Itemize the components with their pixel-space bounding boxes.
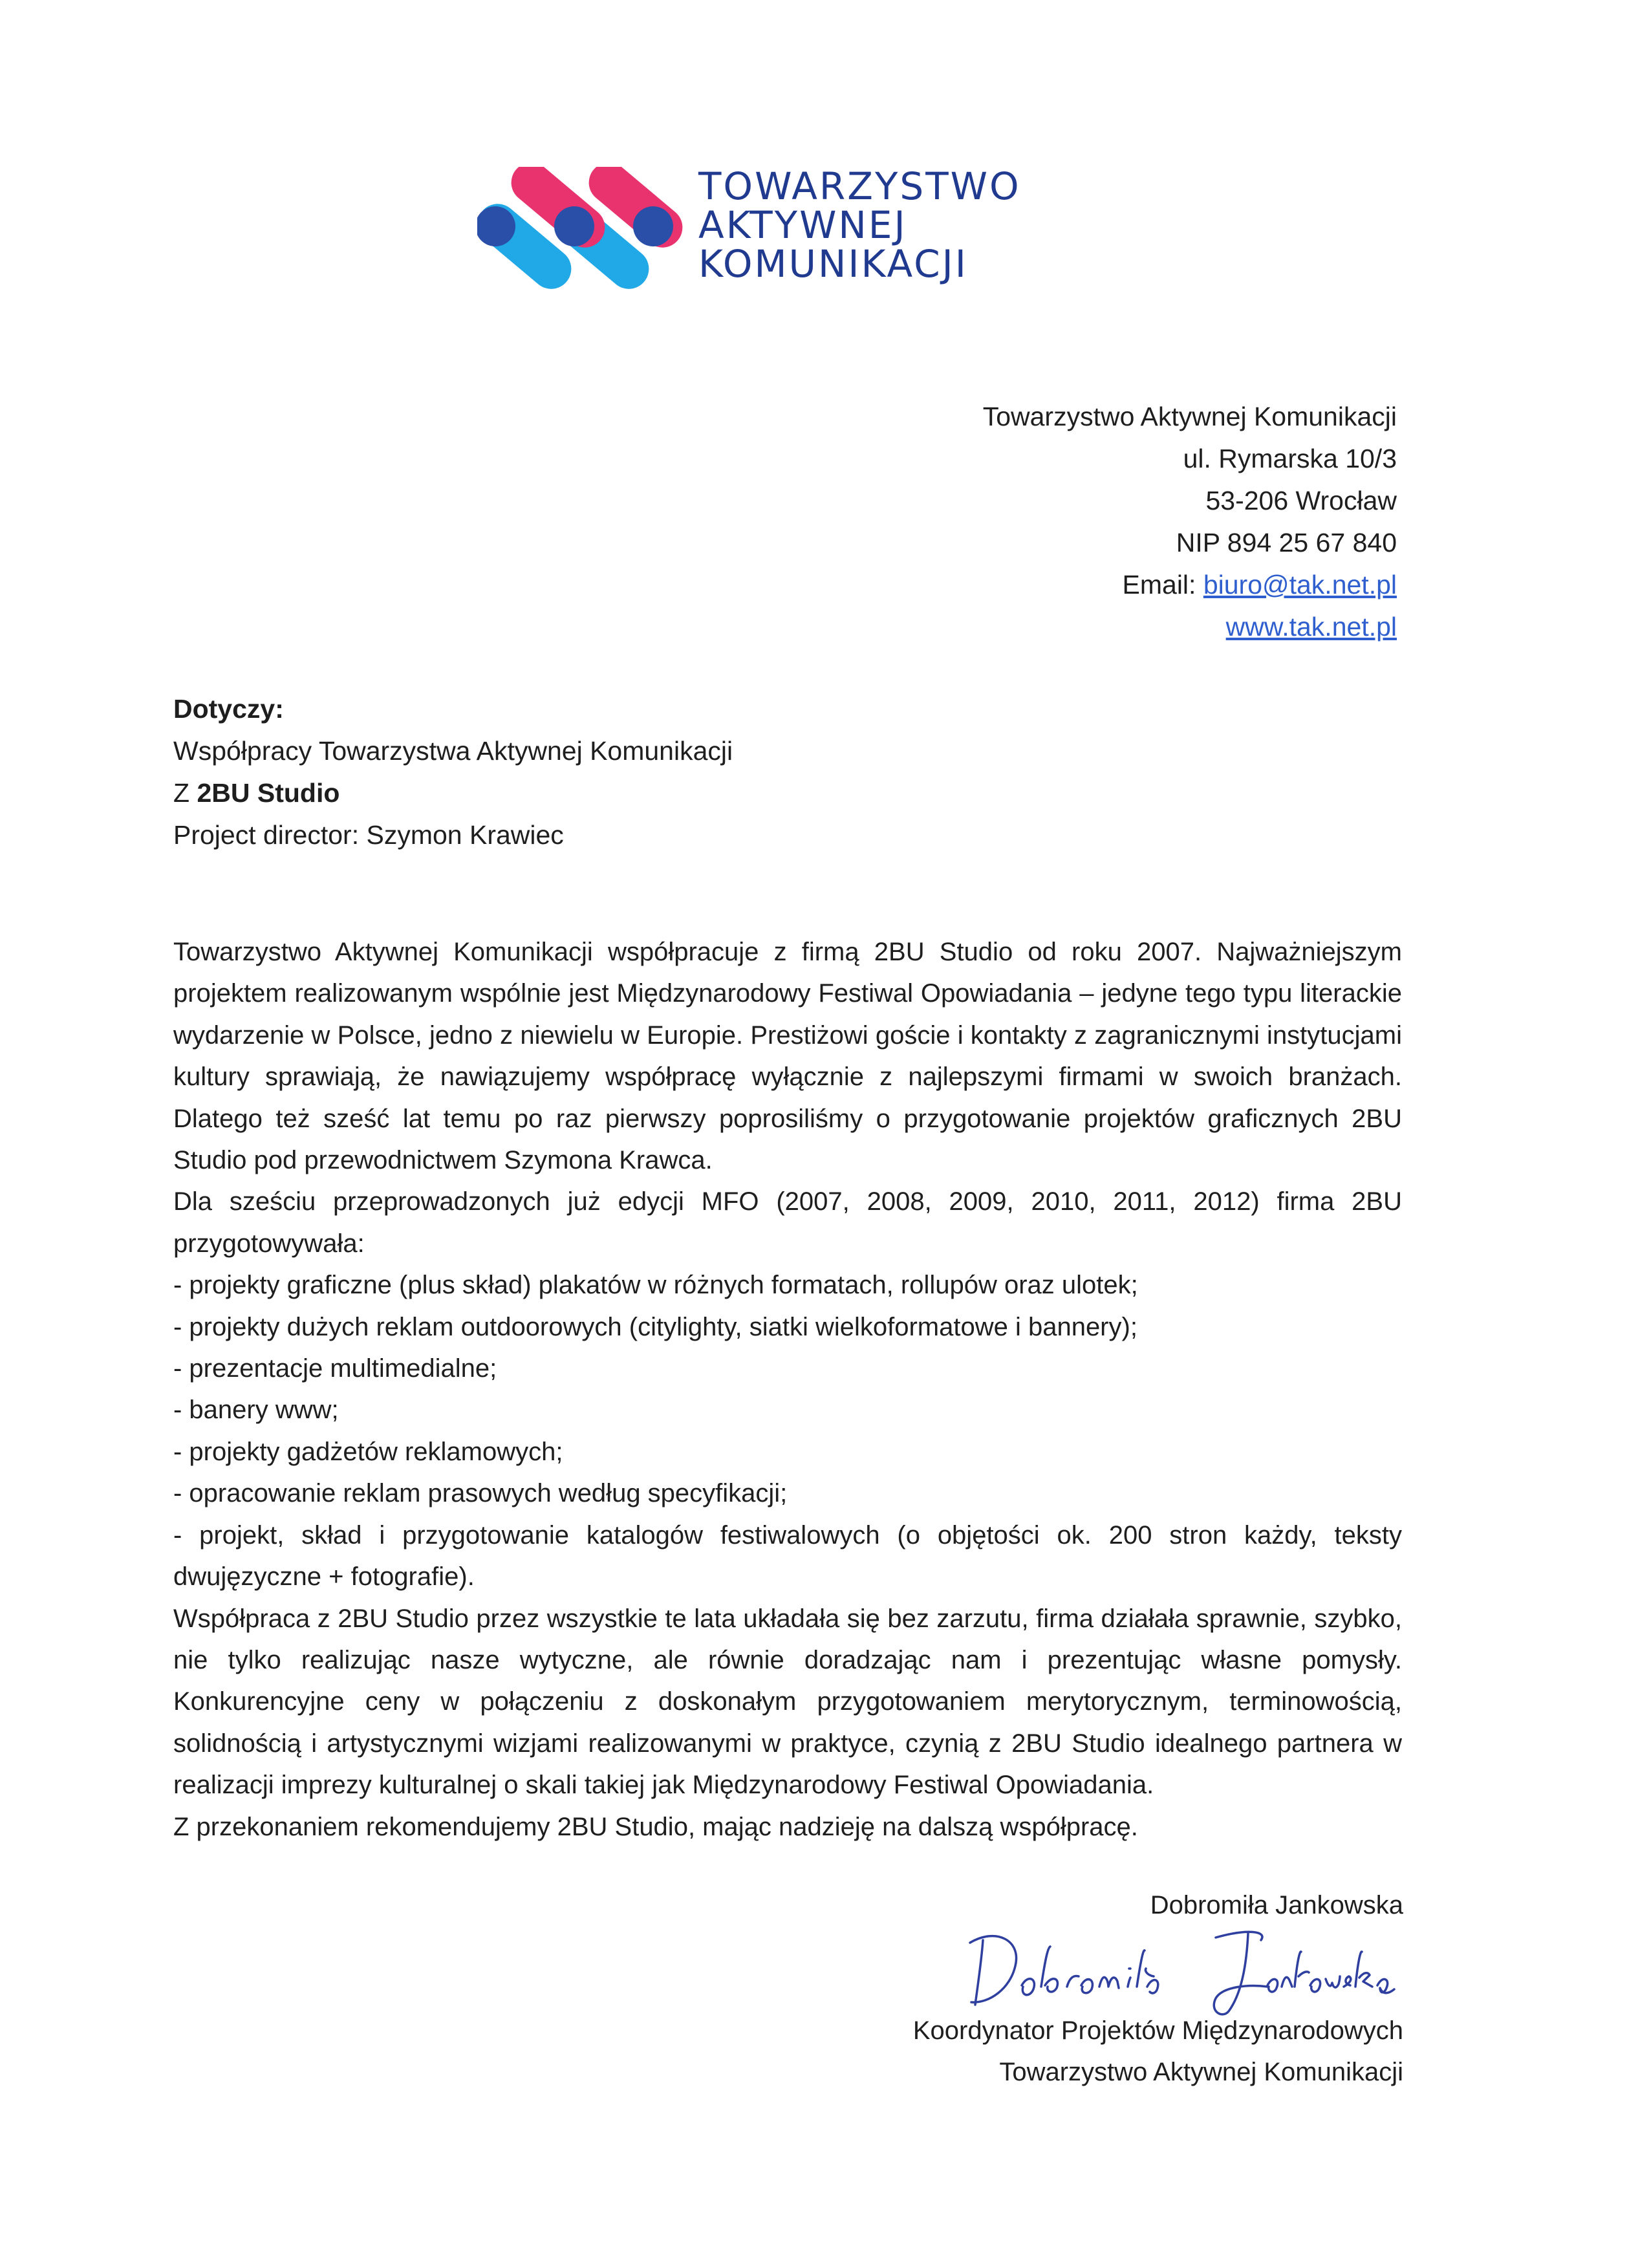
subject-heading: Dotyczy: [173, 694, 284, 724]
logo-navy-dots [477, 206, 673, 246]
logo-line: KOMUNIKACJI [698, 242, 968, 286]
body-paragraph: Współpraca z 2BU Studio przez wszystkie te lata układała się bez zarzutu, firma działała sprawnie, szybko, nie tylko realizując nasze wytyczne, ale równie doradzając nam i prezentując własne pomysły. Konkurencyjne ceny w połączeniu z doskonałym przygotowaniem merytorycznym, terminowością, solidnością i artystycznymi wizjami realizowanymi w praktyce, czynią z 2BU Studio idealnego partnera w realizacji imprezy kulturalnej o skali takiej jak Międzynarodowy Festiwal Opowiadania. [173, 1604, 1402, 1800]
logo-mark-icon [477, 167, 684, 290]
address-email-row [983, 564, 1397, 606]
email-label: Email: [1122, 570, 1203, 599]
list-item: - projekty gadżetów reklamowych; [173, 1437, 563, 1466]
list-item: - projekty dużych reklam outdoorowych (citylighty, siatki wielkoformatowe i bannery); [173, 1312, 1137, 1341]
subject-line: Project director: Szymon Krawiec [173, 820, 564, 850]
subject-company: 2BU Studio [197, 778, 340, 808]
list-item: - opracowanie reklam prasowych według specyfikacji; [173, 1479, 788, 1508]
letter-body [173, 931, 1402, 1848]
logo-line: AKTYWNEJ [698, 203, 907, 247]
sender-address [983, 396, 1397, 648]
subject-line [173, 772, 1143, 814]
logo-line: TOWARZYSTWO [698, 164, 1021, 208]
address-nip: NIP 894 25 67 840 [1176, 528, 1397, 557]
email-link[interactable]: biuro@tak.net.pl [1203, 570, 1397, 599]
logo-wordmark [698, 164, 1021, 286]
list-item: - banery www; [173, 1396, 339, 1425]
website-link[interactable]: www.tak.net.pl [1225, 612, 1397, 642]
address-street: ul. Rymarska 10/3 [1183, 444, 1397, 473]
subject-line: Współpracy Towarzystwa Aktywnej Komunikacji [173, 736, 733, 766]
handwritten-signature-icon [944, 1914, 1397, 2018]
subject-block [173, 688, 1143, 856]
signatory-role: Koordynator Projektów Międzynarodowych [912, 2016, 1403, 2045]
address-org: Towarzystwo Aktywnej Komunikacji [982, 402, 1397, 431]
address-city: 53-206 Wrocław [1205, 486, 1397, 515]
body-paragraph: Dla sześciu przeprowadzonych już edycji MFO (2007, 2008, 2009, 2010, 2011, 2012) firma 2BU przygotowywała: [173, 1187, 1402, 1258]
signatory-name: Dobromiła Jankowska [1150, 1891, 1403, 1919]
body-paragraph: Towarzystwo Aktywnej Komunikacji współpracuje z firmą 2BU Studio od roku 2007. Najważniejszym projektem realizowanym wspólnie jest Międzynarodowy Festiwal Opowiadania – jedyne tego typu literackie wydarzenie w Polsce, jedno z niewielu w Europie. Prestiżowi goście i kontakty z zagranicznymi instytucjami kultury sprawiają, że nawiązujemy współpracę wyłącznie z najlepszymi firmami w swoich branżach. Dlatego też sześć lat temu po raz pierwszy poprosiliśmy o przygotowanie projektów graficznych 2BU Studio pod przewodnictwem Szymona Krawca. [173, 938, 1402, 1175]
subject-prefix: Z [173, 778, 197, 808]
address-www-row [983, 606, 1397, 648]
signatory-role-block [913, 2010, 1403, 2093]
organization-logo [477, 164, 1059, 290]
body-paragraph: Z przekonaniem rekomendujemy 2BU Studio, mając nadzieję na dalszą współpracę. [173, 1812, 1138, 1841]
list-item: - projekt, skład i przygotowanie katalogów festiwalowych (o objętości ok. 200 stron każdy, teksty dwujęzyczne + fotografie). [173, 1520, 1402, 1592]
signatory-org: Towarzystwo Aktywnej Komunikacji [999, 2058, 1403, 2086]
list-item: - prezentacje multimedialne; [173, 1354, 497, 1383]
list-item: - projekty graficzne (plus skład) plakatów w różnych formatach, rollupów oraz ulotek; [173, 1271, 1138, 1300]
